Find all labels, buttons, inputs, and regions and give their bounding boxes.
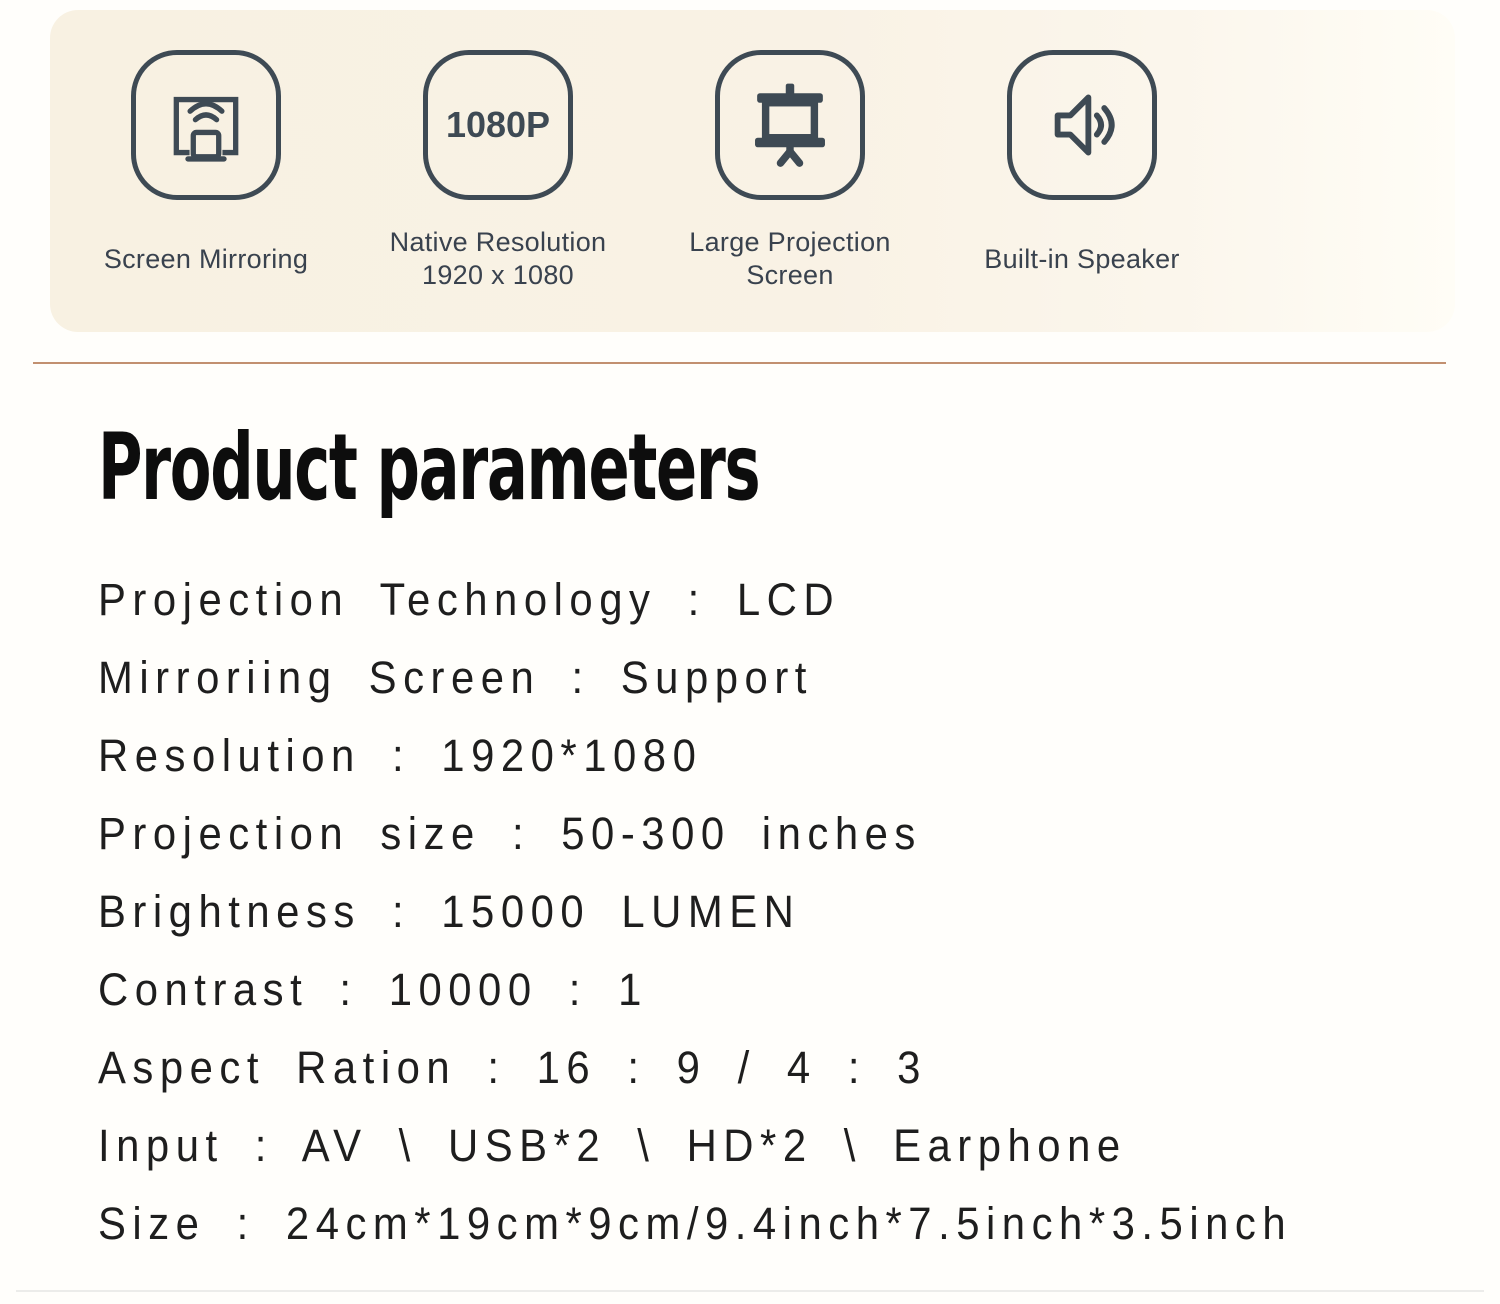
spec-text: Projection size : 50-300 inches (98, 808, 922, 859)
feature-item-large-projection-screen (644, 50, 936, 332)
spec-row-input (98, 1107, 1478, 1185)
spec-list (98, 561, 1478, 1263)
screen-mirroring-icon (153, 72, 259, 178)
spec-row-brightness (98, 873, 1478, 951)
feature-label-line: Native Resolution (389, 227, 607, 257)
feature-label-line: Screen Mirroring (103, 243, 309, 274)
spec-row-size (98, 1185, 1478, 1263)
spec-row-resolution (98, 717, 1478, 795)
feature-band (50, 10, 1455, 332)
resolution-1080p-icon: 1080P (445, 104, 551, 145)
section-divider (33, 362, 1446, 364)
icon-tile (131, 50, 281, 200)
icon-tile (715, 50, 865, 200)
speaker-icon (1029, 72, 1135, 178)
spec-text: Size : 24cm*19cm*9cm/9.4inch*7.5inch*3.5inch (98, 1198, 1293, 1249)
spec-text: Brightness : 15000 LUMEN (98, 886, 801, 937)
feature-item-native-resolution (352, 50, 644, 332)
feature-label-line: Screen (746, 260, 834, 290)
feature-label-line: Built-in Speaker (984, 243, 1180, 274)
spec-text: Projection Technology : LCD (98, 574, 841, 625)
feature-label (689, 224, 890, 294)
feature-label-line: Large Projection (689, 227, 891, 257)
icon-tile (1007, 50, 1157, 200)
feature-item-built-in-speaker (936, 50, 1228, 332)
spec-text: Aspect Ration : 16 : 9 / 4 : 3 (98, 1042, 927, 1093)
feature-item-screen-mirroring (60, 50, 352, 332)
spec-row-projection-size (98, 795, 1478, 873)
spec-row-projection-technology (98, 561, 1478, 639)
bottom-edge-divider (16, 1290, 1484, 1292)
feature-label (104, 224, 308, 294)
feature-label-line: 1920 x 1080 (422, 260, 574, 290)
spec-text: Contrast : 10000 : 1 (98, 964, 648, 1015)
icon-tile (423, 50, 573, 200)
projection-screen-icon (737, 72, 843, 178)
spec-row-contrast (98, 951, 1478, 1029)
page-title (98, 414, 1100, 521)
feature-label (984, 224, 1179, 294)
spec-row-mirroring-screen (98, 639, 1478, 717)
spec-text: Input : AV \ USB*2 \ HD*2 \ Earphone (98, 1120, 1127, 1171)
page-title-text: Product parameters (98, 414, 760, 521)
feature-label (390, 224, 607, 294)
spec-text: Mirroriing Screen : Support (98, 652, 813, 703)
spec-row-aspect-ratio (98, 1029, 1478, 1107)
spec-text: Resolution : 1920*1080 (98, 730, 703, 781)
